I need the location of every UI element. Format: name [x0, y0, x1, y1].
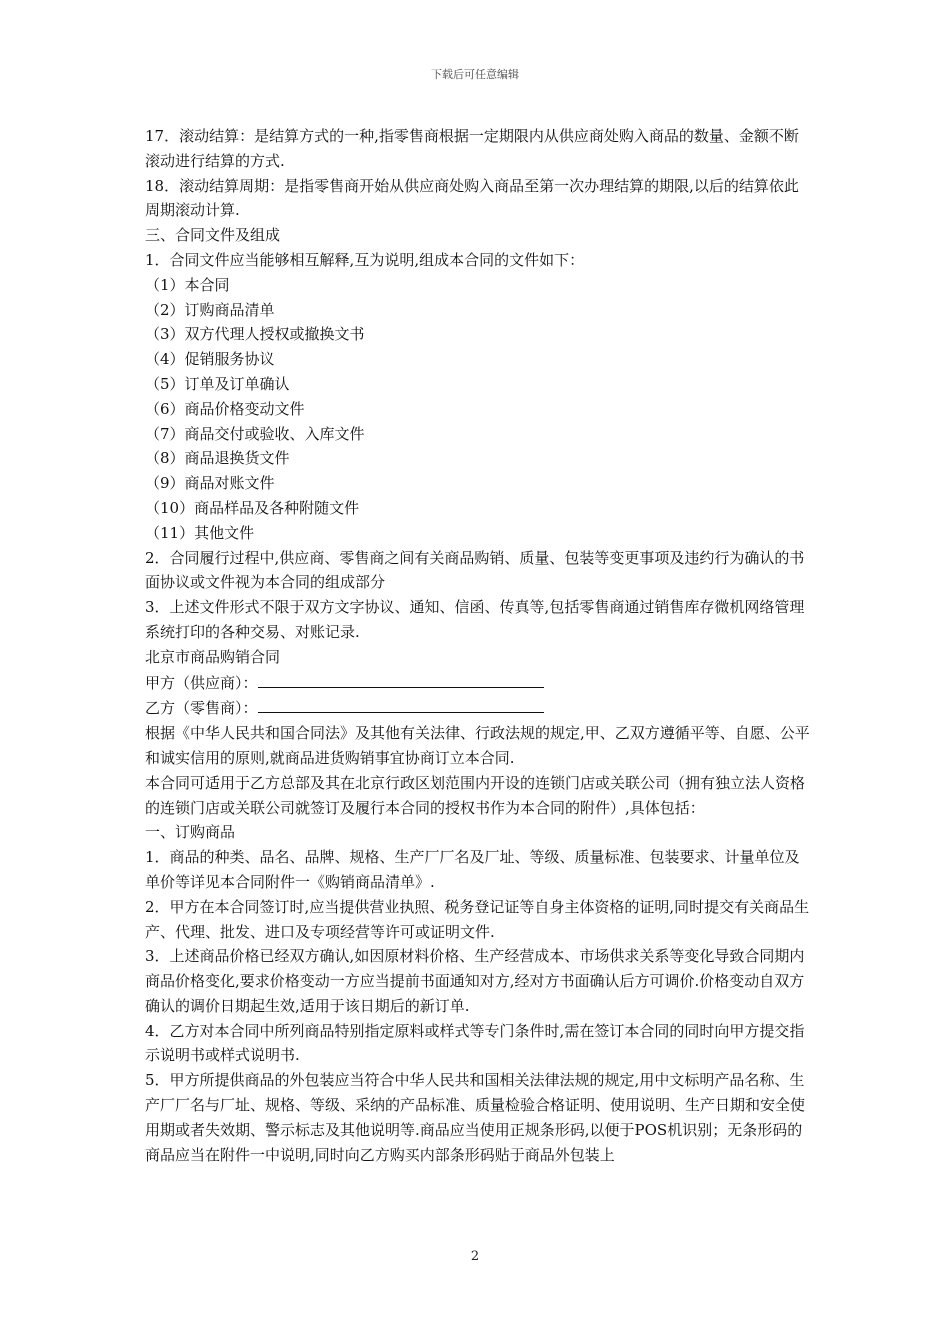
list-item: （10）商品样品及各种附随文件: [145, 498, 360, 517]
party-a-line: [145, 670, 810, 696]
party-a-label: 甲方（供应商）：: [145, 673, 258, 692]
party-a-blank: [258, 670, 544, 688]
paragraph: 3．上述文件形式不限于双方文字协议、通知、信函、传真等,包括零售商通过销售库存微机网络管理系统打印的各种交易、对账记录.: [145, 598, 805, 641]
contract-title: 北京市商品购销合同: [145, 647, 281, 666]
paragraph: 4．乙方对本合同中所列商品特别指定原料或样式等专门条件时,需在签订本合同的同时向甲方提交指示说明书或样式说明书.: [145, 1021, 805, 1065]
paragraph: 3．上述商品价格已经双方确认,如因原材料价格、生产经营成本、市场供求关系等变化导致合同期内商品价格变化,要求价格变动一方应当提前书面通知对方,经对方书面确认后方可调价.价格变动自双方确认的调价日期起生效,适用于该日期后的新订单.: [145, 947, 805, 1015]
page-header: 下载后可任意编辑: [431, 68, 519, 81]
paragraph: 根据《中华人民共和国合同法》及其他有关法律、行政法规的规定,甲、乙双方遵循平等、自愿、公平和诚实信用的原则,就商品进货购销事宜协商订立本合同.: [145, 724, 810, 767]
paragraph: 本合同可适用于乙方总部及其在北京行政区划范围内开设的连锁门店或关联公司（拥有独立法人资格的连锁门店或关联公司就签订及履行本合同的授权书作为本合同的附件）,具体包括：: [145, 773, 806, 817]
section-heading-3: 三、合同文件及组成: [145, 226, 281, 245]
party-b-line: [145, 695, 810, 721]
list-item: （7）商品交付或验收、入库文件: [145, 424, 365, 443]
list-item: （2）订购商品清单: [145, 300, 275, 319]
paragraph: 2．合同履行过程中,供应商、零售商之间有关商品购销、质量、包装等变更事项及违约行为确认的书面协议或文件视为本合同的组成部分: [145, 548, 805, 592]
list-item: （8）商品退换货文件: [145, 449, 290, 468]
party-b-label: 乙方（零售商）：: [145, 699, 258, 718]
list-item: （5）订单及订单确认: [145, 374, 290, 393]
paragraph-18: 18．滚动结算周期：是指零售商开始从供应商处购入商品至第一次办理结算的期限,以后的结算依此周期滚动计算.: [145, 176, 799, 220]
list-item: （11）其他文件: [145, 523, 255, 542]
paragraph: 1．商品的种类、品名、品牌、规格、生产厂厂名及厂址、等级、质量标准、包装要求、计量单位及单价等详见本合同附件一《购销商品清单》.: [145, 848, 800, 891]
page-number: 2: [470, 1249, 480, 1264]
paragraph: 2．甲方在本合同签订时,应当提供营业执照、税务登记证等自身主体资格的证明,同时提交有关商品生产、代理、批发、进口及专项经营等许可或证明文件.: [145, 897, 810, 941]
paragraph: 5．甲方所提供商品的外包装应当符合中华人民共和国相关法律法规的规定,用中文标明产品名称、生产厂厂名与厂址、规格、等级、采纳的产品标准、质量检验合格证明、使用说明、生产日期和安全使用期或者失效期、警示标志及其他说明等.商品应当使用正规条形码,以便于POS机识别；无条形码的商品应当在附件一中说明,同时向乙方购买内部条形码贴于商品外包装上: [145, 1071, 806, 1164]
paragraph: 1．合同文件应当能够相互解释,互为说明,组成本合同的文件如下：: [145, 250, 585, 269]
section-heading-1: 一、订购商品: [145, 823, 236, 842]
party-b-blank: [258, 695, 544, 713]
paragraph-17: 17．滚动结算：是结算方式的一种,指零售商根据一定期限内从供应商处购入商品的数量、金额不断滚动进行结算的方式.: [145, 127, 799, 170]
list-item: （4）促销服务协议: [145, 350, 275, 369]
list-item: （6）商品价格变动文件: [145, 399, 305, 418]
list-item: （3）双方代理人授权或撤换文书: [145, 325, 365, 344]
document-body: [145, 124, 810, 1167]
list-item: （9）商品对账文件: [145, 474, 275, 493]
list-item: （1）本合同: [145, 275, 230, 294]
